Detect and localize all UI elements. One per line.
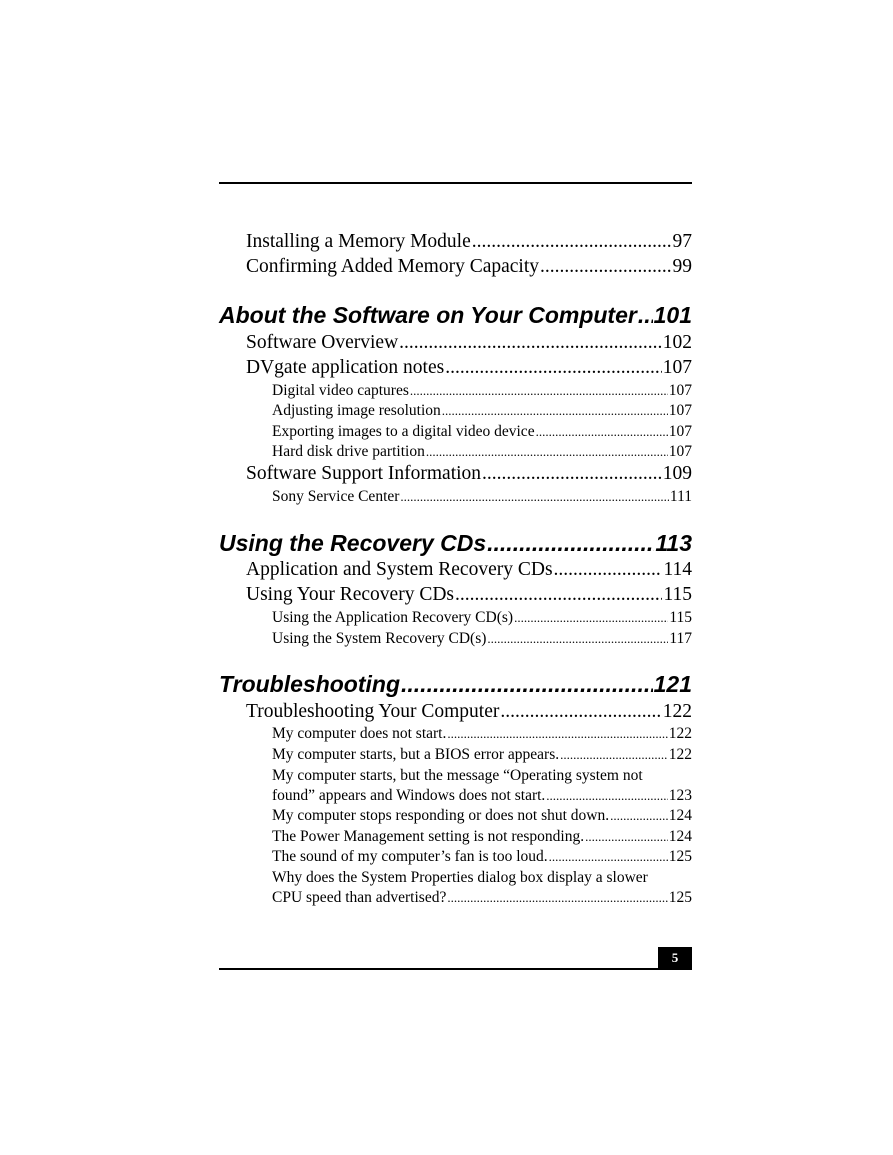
toc-chapter[interactable] bbox=[219, 529, 692, 557]
toc-entry-label: Confirming Added Memory Capacity bbox=[246, 256, 539, 277]
toc-section[interactable] bbox=[246, 254, 692, 279]
toc-subsection[interactable] bbox=[272, 381, 692, 401]
toc-subsection[interactable] bbox=[272, 724, 692, 744]
toc-entry-page: 122 bbox=[668, 725, 692, 742]
toc-entry-page: 125 bbox=[668, 848, 692, 865]
page-number: 5 bbox=[658, 947, 692, 969]
dot-leader bbox=[400, 487, 668, 507]
dot-leader bbox=[500, 699, 661, 724]
toc-entry-label: Adjusting image resolution bbox=[272, 402, 441, 419]
toc-chapter[interactable] bbox=[219, 301, 692, 329]
toc-entry-page: 109 bbox=[662, 463, 692, 484]
toc-section[interactable] bbox=[246, 229, 692, 254]
dot-leader bbox=[638, 301, 653, 329]
toc-subsection[interactable] bbox=[272, 786, 692, 806]
toc-entry-label: Sony Service Center bbox=[272, 488, 400, 505]
dot-leader bbox=[442, 401, 668, 421]
toc-section[interactable] bbox=[246, 461, 692, 486]
toc-entry-label: About the Software on Your Computer bbox=[219, 302, 637, 328]
toc-section[interactable] bbox=[246, 355, 692, 380]
dot-leader bbox=[447, 724, 667, 744]
dot-leader bbox=[536, 422, 668, 442]
toc-entry-label: Exporting images to a digital video device bbox=[272, 423, 535, 440]
toc-entry-page: 107 bbox=[662, 357, 692, 378]
toc-section[interactable] bbox=[246, 557, 692, 582]
toc-entry-first-line: Why does the System Properties dialog box display a slower bbox=[272, 869, 648, 886]
toc-subsection[interactable] bbox=[272, 487, 692, 507]
toc-subsection[interactable] bbox=[272, 422, 692, 442]
dot-leader bbox=[560, 745, 668, 765]
header-rule bbox=[219, 182, 692, 184]
toc-entry-page: 121 bbox=[653, 671, 692, 697]
toc-entry-page: 107 bbox=[668, 423, 692, 440]
toc-entry-label: My computer starts, but a BIOS error appears. bbox=[272, 746, 560, 763]
toc-entry-label: Hard disk drive partition bbox=[272, 443, 425, 460]
toc-entry-label: My computer does not start. bbox=[272, 725, 447, 742]
toc-entry-label: The Power Management setting is not responding. bbox=[272, 828, 585, 845]
toc-entry-label: The sound of my computer’s fan is too loud. bbox=[272, 848, 548, 865]
toc-entry-label: CPU speed than advertised? bbox=[272, 889, 447, 906]
toc-subsection[interactable] bbox=[272, 827, 692, 847]
toc-entry-label: DVgate application notes bbox=[246, 357, 445, 378]
dot-leader bbox=[472, 229, 672, 254]
toc-subsection[interactable] bbox=[272, 806, 692, 826]
toc-entry-first-line: My computer starts, but the message “Operating system not bbox=[272, 767, 643, 784]
toc-entry-label: Installing a Memory Module bbox=[246, 231, 471, 252]
toc-section[interactable] bbox=[246, 699, 692, 724]
toc-entry-label: Troubleshooting Your Computer bbox=[246, 701, 500, 722]
dot-leader bbox=[549, 847, 668, 867]
toc-subsection[interactable] bbox=[272, 745, 692, 765]
toc-entry-label: Application and System Recovery CDs bbox=[246, 559, 553, 580]
toc-entry-page: 99 bbox=[672, 256, 692, 277]
dot-leader bbox=[487, 529, 654, 557]
toc-entry-page: 111 bbox=[669, 488, 692, 505]
toc-subsection[interactable] bbox=[272, 629, 692, 649]
toc-subsection[interactable] bbox=[272, 442, 692, 462]
dot-leader bbox=[401, 670, 653, 698]
dot-leader bbox=[445, 355, 662, 380]
footer-rule bbox=[219, 968, 692, 970]
toc-entry-label: Using the System Recovery CD(s) bbox=[272, 630, 487, 647]
toc-entry-label: My computer stops responding or does not shut down. bbox=[272, 807, 610, 824]
toc-entry-label: Digital video captures bbox=[272, 382, 409, 399]
dot-leader bbox=[426, 442, 668, 462]
toc-subsection[interactable] bbox=[272, 847, 692, 867]
toc-entry-page: 102 bbox=[662, 332, 692, 353]
toc-entry-page: 107 bbox=[668, 443, 692, 460]
toc-subsection[interactable] bbox=[272, 608, 692, 628]
dot-leader bbox=[410, 381, 668, 401]
dot-leader bbox=[514, 608, 668, 628]
dot-leader bbox=[482, 461, 662, 486]
toc-entry-page: 113 bbox=[655, 530, 692, 556]
toc-entry-page: 115 bbox=[669, 609, 692, 626]
dot-leader bbox=[487, 629, 668, 649]
toc-entry-page: 101 bbox=[653, 302, 692, 328]
toc-chapter[interactable] bbox=[219, 670, 692, 698]
toc-entry-page: 124 bbox=[668, 807, 692, 824]
toc-section[interactable] bbox=[246, 582, 692, 607]
toc-entry-page: 114 bbox=[663, 559, 692, 580]
toc-section[interactable] bbox=[246, 330, 692, 355]
dot-leader bbox=[610, 806, 668, 826]
toc-entry-label: Software Support Information bbox=[246, 463, 482, 484]
toc-entry-label: Using Your Recovery CDs bbox=[246, 584, 455, 605]
toc-entry-label: Troubleshooting bbox=[219, 671, 401, 697]
toc-entry-page: 125 bbox=[668, 889, 692, 906]
toc-entry-page: 123 bbox=[668, 787, 692, 804]
dot-leader bbox=[455, 582, 662, 607]
toc-subsection[interactable] bbox=[272, 888, 692, 908]
toc-entry-page: 97 bbox=[672, 231, 692, 252]
dot-leader bbox=[546, 786, 667, 806]
dot-leader bbox=[554, 557, 663, 582]
toc-entry-label: Software Overview bbox=[246, 332, 399, 353]
dot-leader bbox=[447, 888, 667, 908]
toc-entry-page: 117 bbox=[669, 630, 692, 647]
toc-entry-page: 107 bbox=[668, 382, 692, 399]
dot-leader bbox=[585, 827, 668, 847]
dot-leader bbox=[399, 330, 662, 355]
toc-entry-label: Using the Recovery CDs bbox=[219, 530, 487, 556]
toc-entry-page: 124 bbox=[668, 828, 692, 845]
toc-entry-page: 107 bbox=[668, 402, 692, 419]
toc-entry-page: 122 bbox=[668, 746, 692, 763]
toc-entry-label: found” appears and Windows does not start. bbox=[272, 787, 546, 804]
toc-entry-page: 115 bbox=[663, 584, 692, 605]
toc-entry-page: 122 bbox=[662, 701, 692, 722]
toc-entry-label: Using the Application Recovery CD(s) bbox=[272, 609, 514, 626]
dot-leader bbox=[540, 254, 672, 279]
toc-subsection[interactable] bbox=[272, 401, 692, 421]
